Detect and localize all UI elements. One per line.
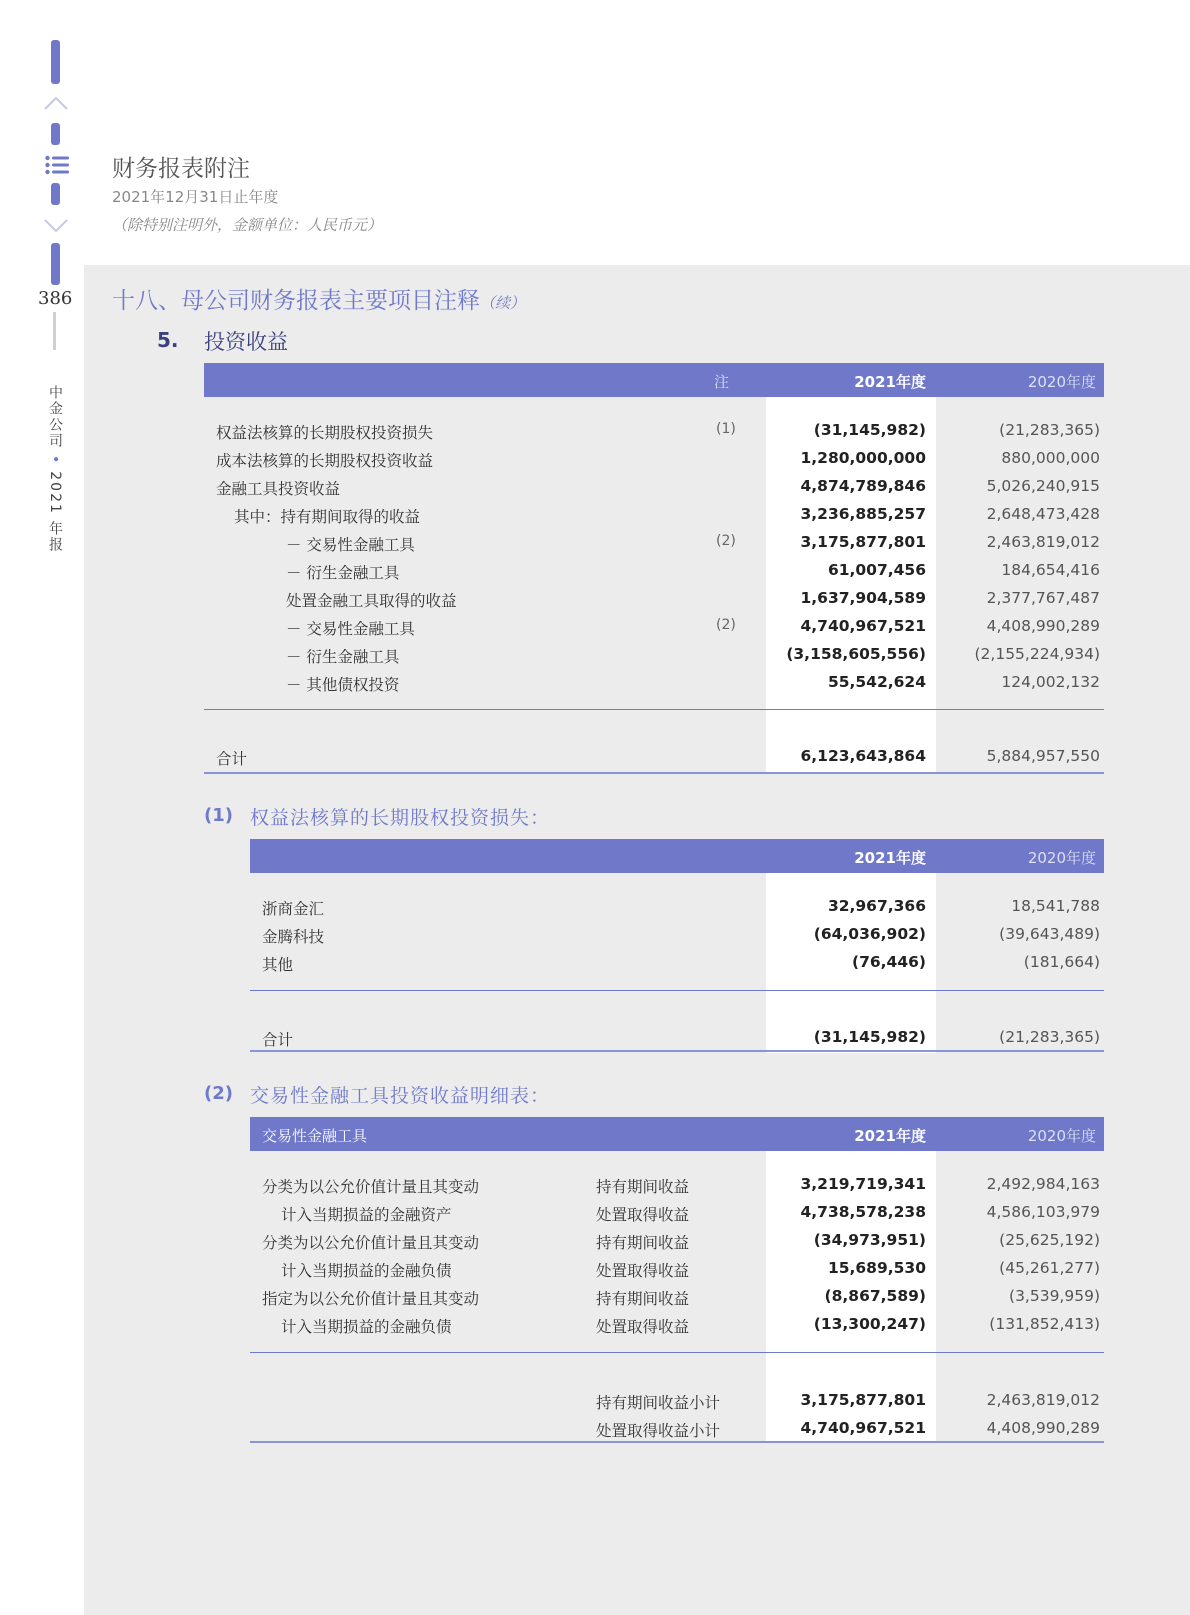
table-header [204,363,1104,397]
table-row [250,1171,1104,1199]
row-2021: 4,738,578,238 [800,1203,926,1221]
table-row [204,669,1104,697]
row-label: 浙商金汇 [262,900,325,918]
table-row [250,1227,1104,1255]
row-2021: (31,145,982) [813,421,926,439]
total-rule [250,1441,1104,1443]
note1-title: 权益法核算的长期股权投资损失： [250,807,551,829]
trading-instruments-table [250,1117,1104,1443]
row-2020: (181,664) [1023,953,1100,971]
table-row [250,1255,1104,1283]
row-label: － 衍生金融工具 [286,564,400,582]
continued-label: （续） [480,294,526,312]
row-label: 计入当期损益的金融负债 [281,1318,452,1336]
note1-number: (1) [204,805,233,826]
row-label: 分类为以公允价值计量且其变动 [262,1234,480,1252]
subtotal-rule [204,709,1104,710]
row-label: － 交易性金融工具 [286,536,415,554]
table-row [204,417,1104,445]
total-label: 合计 [216,750,248,768]
row-2021: 3,219,719,341 [800,1175,926,1193]
row-type: 处置取得收益 [596,1262,690,1280]
investment-income-table [204,363,1104,773]
total-row [250,1024,1104,1052]
row-2020: 18,541,788 [1011,897,1100,915]
row-2021: (64,036,902) [813,925,926,943]
col-header-2020: 2020年度 [1027,849,1096,867]
row-label: － 其他债权投资 [286,676,400,694]
side-brand [45,385,65,553]
nav-scroll-top-bar[interactable] [51,40,60,84]
row-2020: 880,000,000 [1001,449,1100,467]
row-label: 计入当期损益的金融资产 [281,1206,452,1224]
table-header [250,1117,1104,1151]
subtotal-rule [250,1352,1104,1353]
row-2020: 5,026,240,915 [986,477,1100,495]
row-2021: 3,175,877,801 [800,533,926,551]
subsection-title: 投资收益 [204,330,288,354]
row-2021: 15,689,530 [827,1259,926,1277]
row-label: 成本法核算的长期股权投资收益 [216,452,434,470]
table-row [204,641,1104,669]
row-note: (2) [716,617,736,633]
section-title [112,282,525,315]
note2-number: (2) [204,1083,233,1104]
total-2020: (21,283,365) [999,1028,1100,1046]
equity-method-table [250,839,1104,1053]
row-label: 其他 [262,956,294,974]
row-2021: (13,300,247) [813,1315,926,1333]
row-2020: (39,643,489) [999,925,1100,943]
page-number: 386 [38,288,73,309]
row-2020: 2,648,473,428 [986,505,1100,523]
row-2020: (45,261,277) [999,1259,1100,1277]
row-label: 金腾科技 [262,928,325,946]
row-2020: 2,492,984,163 [986,1175,1100,1193]
table-row [204,445,1104,473]
report-year: 2021 年报 [47,471,63,554]
row-2021: (76,446) [852,953,926,971]
subtotal-2020: 4,408,990,289 [986,1419,1100,1437]
menu-list-icon[interactable] [45,155,69,175]
row-type: 处置取得收益 [596,1206,690,1224]
row-2021: 1,637,904,589 [800,589,926,607]
table-row [204,501,1104,529]
subsection-number: 5. [157,328,179,352]
brand-name: 中金公司 [47,385,63,449]
total-rule [204,772,1104,774]
row-label: 权益法核算的长期股权投资损失 [216,424,434,442]
row-2020: 124,002,132 [1001,673,1100,691]
chevron-up-icon[interactable] [43,95,69,111]
unit-note: （除特别注明外，金额单位：人民币元） [112,216,383,234]
report-period: 2021年12月31日止年度 [112,188,279,206]
row-2021: 4,874,789,846 [800,477,926,495]
chevron-down-icon[interactable] [43,218,69,234]
subtotal-2021: 4,740,967,521 [800,1419,926,1437]
bullet-dot: • [47,455,63,466]
col-header-2021: 2021年度 [854,849,926,867]
total-2020: 5,884,957,550 [986,747,1100,765]
row-2021: 1,280,000,000 [800,449,926,467]
table-row [204,585,1104,613]
row-2020: 184,654,416 [1001,561,1100,579]
subtotal-2021: 3,175,877,801 [800,1391,926,1409]
col-header-2020: 2020年度 [1027,1127,1096,1145]
table-row [204,473,1104,501]
row-type: 处置取得收益 [596,1318,690,1336]
note2-title: 交易性金融工具投资收益明细表： [250,1085,551,1107]
row-type: 持有期间收益 [596,1290,690,1308]
row-2020: 4,408,990,289 [986,617,1100,635]
row-2021: (8,867,589) [824,1287,926,1305]
table-row [250,1199,1104,1227]
col-header-2020: 2020年度 [1027,373,1096,391]
row-2021: (3,158,605,556) [786,645,926,663]
row-note: (2) [716,533,736,549]
row-label: 计入当期损益的金融负债 [281,1262,452,1280]
row-label: － 交易性金融工具 [286,620,415,638]
table-row [204,529,1104,557]
section-title-text: 十八、母公司财务报表主要项目注释 [112,288,480,314]
total-label: 合计 [262,1031,294,1049]
row-2021: 32,967,366 [827,897,926,915]
row-label: 处置金融工具取得的收益 [286,592,457,610]
subtotal-row [250,1415,1104,1443]
table-header [250,839,1104,873]
nav-bar-segment[interactable] [51,123,60,145]
table-row [250,921,1104,949]
row-2021: (34,973,951) [813,1231,926,1249]
row-2020: (25,625,192) [999,1231,1100,1249]
row-2020: (2,155,224,934) [974,645,1100,663]
subtotal-rule [250,990,1104,991]
table-row [250,1283,1104,1311]
row-type: 持有期间收益 [596,1234,690,1252]
subtotal-label: 处置取得收益小计 [596,1422,721,1440]
row-2020: (3,539,959) [1009,1287,1100,1305]
nav-scroll-bottom-bar[interactable] [51,243,60,285]
total-row [204,743,1104,771]
document-title: 财务报表附注 [112,156,250,182]
row-2020: (21,283,365) [999,421,1100,439]
table-row [204,613,1104,641]
row-2021: 55,542,624 [827,673,926,691]
row-2020: 2,377,767,487 [986,589,1100,607]
table-row [204,557,1104,585]
subtotal-row [250,1387,1104,1415]
row-label: － 衍生金融工具 [286,648,400,666]
row-type: 持有期间收益 [596,1178,690,1196]
col-header-label: 交易性金融工具 [262,1127,368,1145]
subtotal-2020: 2,463,819,012 [986,1391,1100,1409]
subtotal-label: 持有期间收益小计 [596,1394,721,1412]
row-2020: 4,586,103,979 [986,1203,1100,1221]
row-2020: 2,463,819,012 [986,533,1100,551]
row-label: 指定为以公允价值计量且其变动 [262,1290,480,1308]
divider [53,312,56,350]
total-rule [250,1050,1104,1052]
total-2021: (31,145,982) [813,1028,926,1046]
table-row [250,893,1104,921]
row-label: 分类为以公允价值计量且其变动 [262,1178,480,1196]
total-2021: 6,123,643,864 [800,747,926,765]
col-header-note: 注 [714,373,730,391]
row-note: (1) [716,421,736,437]
row-label: 金融工具投资收益 [216,480,341,498]
row-label: 其中：持有期间取得的收益 [234,508,421,526]
table-row [250,1311,1104,1339]
row-2021: 3,236,885,257 [800,505,926,523]
row-2020: (131,852,413) [989,1315,1100,1333]
table-row [250,949,1104,977]
row-2021: 4,740,967,521 [800,617,926,635]
nav-bar-segment[interactable] [51,183,60,205]
row-2021: 61,007,456 [827,561,926,579]
col-header-2021: 2021年度 [854,1127,926,1145]
col-header-2021: 2021年度 [854,373,926,391]
